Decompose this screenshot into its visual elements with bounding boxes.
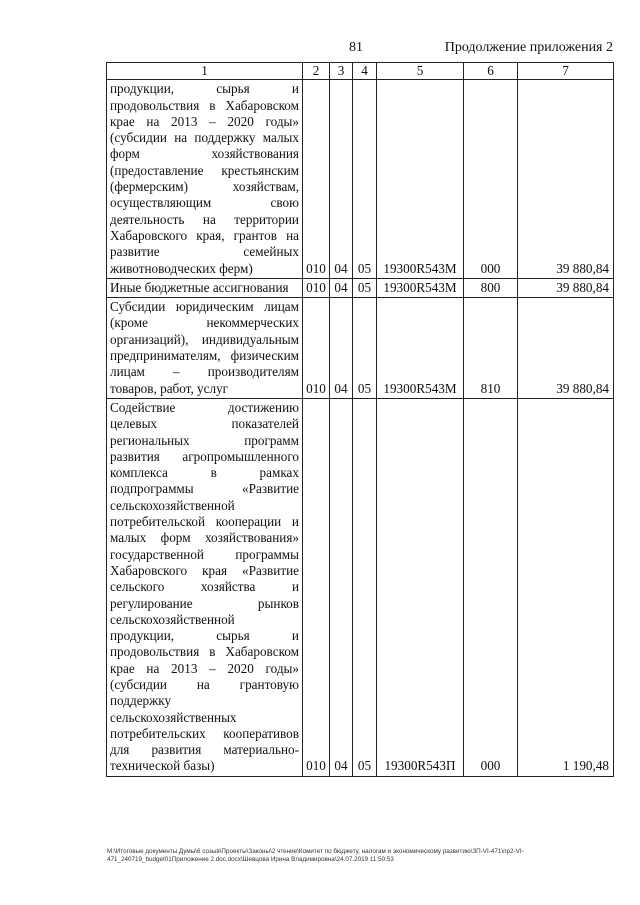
row-description: продукции, сырья и продовольствия в Хабаровском крае на 2013 – 2020 годы» (субсидии на поддержку малых форм хозяйствования (предоставление крестьянским (фермерским) хозяйствам, осуществляющим свою деятельность на территории Хабаровского края, грантов на развитие семейных животноводческих ферм) <box>107 80 303 279</box>
column-header: 7 <box>518 63 614 80</box>
column-header: 1 <box>107 63 303 80</box>
row-amount: 1 190,48 <box>518 398 614 776</box>
column-header: 4 <box>353 63 377 80</box>
row-code: 010 <box>303 278 330 297</box>
file-path-footer: M:\Итоговые документы Думы\6 созыв\Проекты\Законы\2 чтение\Комитет по бюджету, налогам и экономическому развитию\ЗП-VI-471\пр2-VI-471_240719_budget01Приложение 2.doc.docx\Шевцова Ирина Владимировна\24.07.2019 11:50:53 <box>107 848 524 863</box>
row-code: 010 <box>303 298 330 399</box>
row-expense-type: 810 <box>464 298 518 399</box>
column-header: 2 <box>303 63 330 80</box>
row-code: 010 <box>303 80 330 279</box>
row-description: Субсидии юридическим лицам (кроме некоммерческих организаций), индивидуальным предпринимателям, физическим лицам – производителям товаров, работ, услуг <box>107 298 303 399</box>
page-number: 81 <box>349 40 363 55</box>
row-subsection: 05 <box>353 398 377 776</box>
row-code: 010 <box>303 398 330 776</box>
row-section: 04 <box>330 398 353 776</box>
column-header: 3 <box>330 63 353 80</box>
table-row <box>107 398 614 776</box>
row-section: 04 <box>330 278 353 297</box>
table-row <box>107 80 614 279</box>
row-target-article: 19300R543П <box>377 398 464 776</box>
column-header: 6 <box>464 63 518 80</box>
table-row <box>107 298 614 399</box>
row-expense-type: 000 <box>464 80 518 279</box>
row-target-article: 19300R543M <box>377 298 464 399</box>
row-description: Иные бюджетные ассигнования <box>107 278 303 297</box>
row-amount: 39 880,84 <box>518 298 614 399</box>
table-header-row <box>107 63 614 80</box>
continuation-label: Продолжение приложения 2 <box>444 40 613 55</box>
row-subsection: 05 <box>353 80 377 279</box>
row-section: 04 <box>330 80 353 279</box>
row-amount: 39 880,84 <box>518 80 614 279</box>
row-subsection: 05 <box>353 278 377 297</box>
row-section: 04 <box>330 298 353 399</box>
row-target-article: 19300R543M <box>377 80 464 279</box>
table-row <box>107 278 614 297</box>
column-header: 5 <box>377 63 464 80</box>
row-subsection: 05 <box>353 298 377 399</box>
row-target-article: 19300R543M <box>377 278 464 297</box>
row-description: Содействие достижению целевых показателей региональных программ развития агропромышленного комплекса в рамках подпрограммы «Развитие сельскохозяйственной потребительской кооперации и малых форм хозяйствования» государственной программы Хабаровского края «Развитие сельского хозяйства и регулирование рынков сельскохозяйственной продукции, сырья и продовольствия в Хабаровском крае на 2013 – 2020 годы» (субсидии на грантовую поддержку сельскохозяйственных потребительских кооперативов для развития материально-технической базы) <box>107 398 303 776</box>
row-expense-type: 800 <box>464 278 518 297</box>
row-expense-type: 000 <box>464 398 518 776</box>
budget-table <box>106 62 614 777</box>
row-amount: 39 880,84 <box>518 278 614 297</box>
